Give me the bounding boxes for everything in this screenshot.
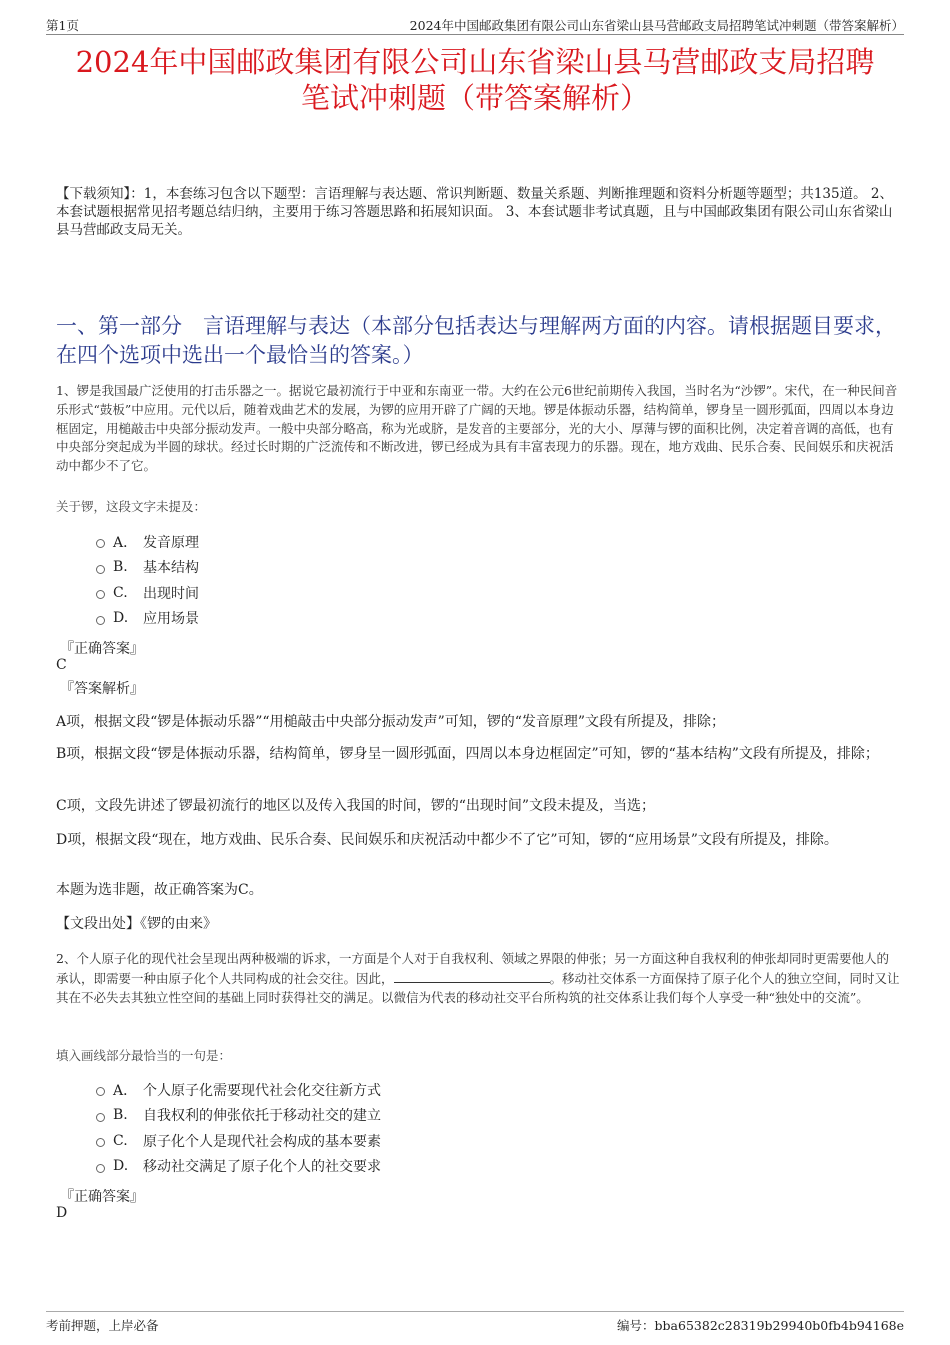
analysis-label: 『答案解析』 — [60, 681, 144, 697]
option-c[interactable]: C. 出现时间 — [96, 580, 199, 606]
footer-slogan: 考前押题，上岸必备 — [46, 1318, 159, 1333]
question-1-options — [96, 529, 199, 631]
header-doc-title: 2024年中国邮政集团有限公司山东省梁山县马营邮政支局招聘笔试冲刺题（带答案解析） — [409, 18, 904, 33]
radio-icon[interactable] — [96, 565, 105, 574]
radio-icon[interactable] — [96, 1138, 105, 1147]
radio-icon[interactable] — [96, 1113, 105, 1122]
question-2-options — [96, 1077, 381, 1179]
radio-icon[interactable] — [96, 590, 105, 599]
analysis-a: A项，根据文段“锣是体振动乐器”“用槌敲击中央部分振动发声”可知，锣的“发音原理”文段有所提及，排除； — [56, 714, 726, 730]
question-1-text: 1、锣是我国最广泛使用的打击乐器之一。据说它最初流行于中亚和东南亚一带。大约在公元6世纪前期传入我国，当时名为“沙锣”。宋代，在一种民间音乐形式“鼓板”中应用。元代以后，随着戏曲艺术的发展，为锣的应用开辟了广阔的天地。锣是体振动乐器，结构简单，锣身呈一圆形弧面，四周以本身边框固定，用槌敲击中央部分振动发声。一般中央部分略高，称为光或脐，是发音的主要部分，光的大小、厚薄与锣的面积比例，决定着音调的高低，也有中央部分突起成为半圆的球状。经过长时期的广泛流传和不断改进，锣已经成为具有丰富表现力的乐器。现在，地方戏曲、民乐合奏、民间娱乐和庆祝活动中都少不了它。 — [56, 383, 898, 474]
section-heading: 一、第一部分 言语理解与表达（本部分包括表达与理解两方面的内容。请根据题目要求，在四个选项中选出一个最恰当的答案。） — [56, 314, 896, 367]
radio-icon[interactable] — [96, 1164, 105, 1173]
page-number: 第1页 — [46, 18, 79, 33]
fill-blank — [394, 969, 550, 983]
question-1-prompt: 关于锣，这段文字未提及： — [56, 499, 207, 514]
page-footer — [46, 1311, 904, 1333]
analysis-b: B项，根据文段“锣是体振动乐器，结构简单，锣身呈一圆形弧面，四周以本身边框固定”可知，锣的“基本结构”文段有所提及，排除； — [56, 746, 879, 762]
analysis-conclusion: 本题为选非题，故正确答案为C。 — [56, 882, 263, 898]
question-2-text: 2、个人原子化的现代社会呈现出两种极端的诉求，一方面是个人对于自我权利、领域之界限的伸张；另一方面这种自我权利的伸张却同时更需要他人的承认，即需要一种由原子化个人共同构成的社会交往。因此， 。移动社交体系一方面保持了原子化个人的独立空间，同时又让其在不必失去其独立性空间的基础上同时获得社交的满足。以微信为代表的移动社交平台所构筑的社交体系让我们每个人享受一种“独处中的交流”。 — [56, 951, 900, 1005]
radio-icon[interactable] — [96, 539, 105, 548]
answer-value: C — [56, 657, 67, 673]
answer-label: 『正确答案』 — [60, 1189, 144, 1205]
option-a[interactable]: A． 个人原子化需要现代社会化交往新方式 — [96, 1077, 381, 1103]
source-note: 【文段出处】《锣的由来》 — [56, 916, 217, 932]
question-2-prompt: 填入画线部分最恰当的一句是： — [56, 1048, 232, 1063]
option-b[interactable]: B. 自我权利的伸张依托于移动社交的建立 — [96, 1103, 381, 1129]
answer-value: D — [56, 1205, 68, 1221]
title-line-2: 笔试冲刺题（带答案解析） — [300, 81, 649, 115]
option-c[interactable]: C. 原子化个人是现代社会构成的基本要素 — [96, 1128, 381, 1154]
page-header — [46, 14, 904, 35]
title-line-1: 2024年中国邮政集团有限公司山东省梁山县马营邮政支局招聘 — [75, 45, 875, 79]
download-notice: 【下载须知】：1，本套练习包含以下题型：言语理解与表达题、常识判断题、数量关系题、判断推理题和资料分析题等题型；共135道。 2、本套试题根据常见招考题总结归纳，主要用于练习答题思路和拓展知识面。 3、本套试题非考试真题，且与中国邮政集团有限公司山东省梁山县马营邮政支局无关。 — [56, 186, 893, 238]
analysis-c: C项，文段先讲述了锣最初流行的地区以及传入我国的时间，锣的“出现时间”文段未提及，当选； — [56, 798, 656, 814]
answer-label: 『正确答案』 — [60, 641, 144, 657]
analysis-d: D项，根据文段“现在，地方戏曲、民乐合奏、民间娱乐和庆祝活动中都少不了它”可知，锣的“应用场景”文段有所提及，排除。 — [56, 832, 838, 848]
option-d[interactable]: D. 移动社交满足了原子化个人的社交要求 — [96, 1154, 381, 1180]
radio-icon[interactable] — [96, 1087, 105, 1096]
radio-icon[interactable] — [96, 616, 105, 625]
option-d[interactable]: D. 应用场景 — [96, 606, 199, 632]
document-id: 编号：bba65382c28319b29940b0fb4b94168e — [617, 1318, 904, 1333]
option-a[interactable]: A． 发音原理 — [96, 529, 199, 555]
option-b[interactable]: B. 基本结构 — [96, 555, 199, 581]
page-title — [40, 44, 910, 116]
